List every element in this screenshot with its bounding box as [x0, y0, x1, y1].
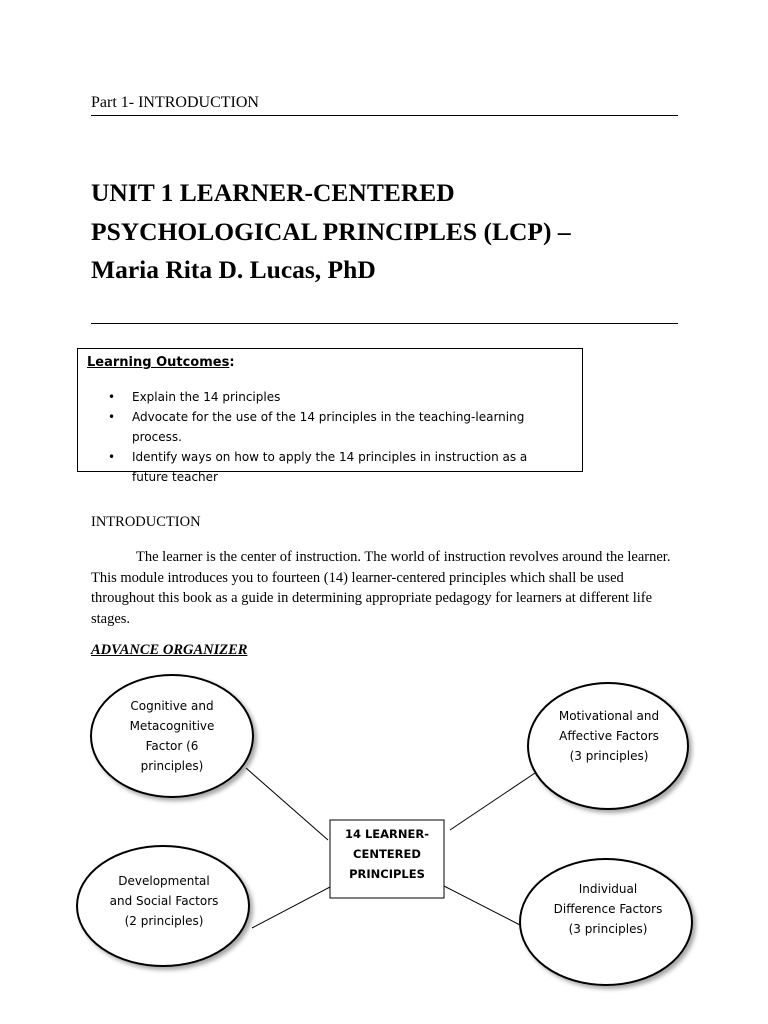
node-motivational-label: Motivational and Affective Factors (3 principles): [558, 709, 660, 763]
node-developmental-label: Developmental and Social Factors (2 principles): [109, 874, 219, 928]
title-line-2: PSYCHOLOGICAL PRINCIPLES (LCP) –: [91, 216, 571, 246]
node-individual-label: Individual Difference Factors (3 principles): [553, 882, 663, 936]
bullet-icon: •: [108, 410, 116, 424]
title-line-1: UNIT 1 LEARNER-CENTERED: [91, 178, 455, 207]
connector-top-right: [450, 773, 535, 830]
title-line-3: Maria Rita D. Lucas, PhD: [91, 255, 376, 284]
bullet-icon: •: [108, 450, 116, 464]
introduction-heading: INTRODUCTION: [91, 514, 201, 530]
learning-outcomes-heading: Learning Outcomes:: [87, 355, 235, 370]
connector-top-left: [246, 768, 328, 840]
bullet-icon: •: [108, 390, 116, 404]
list-item: • Identify ways on how to apply the 14 principles in instruction as a future teacher: [78, 447, 562, 487]
node-cognitive-label: Cognitive and Metacognitive Factor (6 principles): [129, 699, 215, 773]
node-center-label: 14 LEARNER- CENTERED PRINCIPLES: [344, 827, 430, 881]
part-heading: Part 1- INTRODUCTION: [91, 94, 259, 111]
advance-organizer-heading: ADVANCE ORGANIZER: [91, 642, 248, 658]
connector-bottom-right: [444, 886, 522, 926]
list-item: • Advocate for the use of the 14 principles in the teaching-learning process.: [78, 407, 562, 447]
introduction-paragraph: The learner is the center of instruction. The world of instruction revolves around the learner. This module introduces you to fourteen (14) learner-centered principles which shall be used throughout this book as a guide in determining appropriate pedagogy for learners at different life stages.: [91, 549, 671, 627]
list-item: • Explain the 14 principles: [78, 387, 562, 407]
connector-bottom-left: [252, 887, 330, 928]
